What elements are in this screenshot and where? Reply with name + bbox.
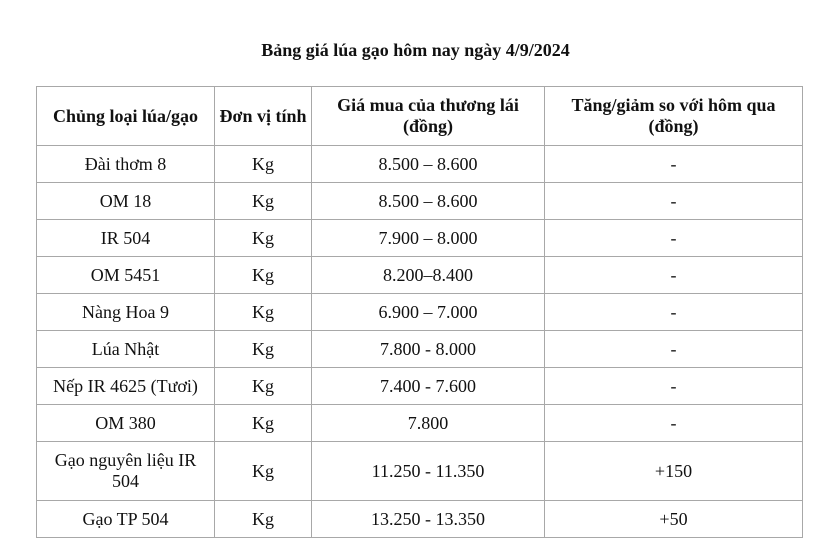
cell-rice-type: Nếp IR 4625 (Tươi): [37, 368, 215, 405]
cell-price: 7.800: [312, 405, 545, 442]
cell-unit: Kg: [215, 331, 312, 368]
cell-unit: Kg: [215, 442, 312, 501]
table-row: [37, 442, 803, 501]
header-unit: Đơn vị tính: [215, 87, 312, 146]
cell-change: +50: [545, 501, 803, 538]
header-buy-price: Giá mua của thương lái (đồng): [312, 87, 545, 146]
cell-price: 13.250 - 13.350: [312, 501, 545, 538]
table-row: [37, 368, 803, 405]
cell-rice-type: Gạo nguyên liệu IR 504: [37, 442, 215, 501]
cell-change: -: [545, 294, 803, 331]
title-text: Bảng giá lúa gạo hôm nay ngày 4/9/2024: [261, 40, 570, 60]
cell-price: 7.800 - 8.000: [312, 331, 545, 368]
cell-change: -: [545, 405, 803, 442]
cell-unit: Kg: [215, 501, 312, 538]
cell-change: -: [545, 257, 803, 294]
cell-rice-type: Đài thơm 8: [37, 146, 215, 183]
cell-change: -: [545, 146, 803, 183]
cell-price: 6.900 – 7.000: [312, 294, 545, 331]
table-title: [0, 38, 831, 62]
cell-price: 8.500 – 8.600: [312, 146, 545, 183]
cell-rice-type: OM 18: [37, 183, 215, 220]
header-rice-type: Chủng loại lúa/gạo: [37, 87, 215, 146]
cell-rice-type: OM 5451: [37, 257, 215, 294]
table-row: [37, 501, 803, 538]
cell-rice-type: OM 380: [37, 405, 215, 442]
cell-price: 8.500 – 8.600: [312, 183, 545, 220]
table-row: [37, 405, 803, 442]
cell-change: +150: [545, 442, 803, 501]
cell-unit: Kg: [215, 220, 312, 257]
cell-rice-type: Nàng Hoa 9: [37, 294, 215, 331]
cell-price: 11.250 - 11.350: [312, 442, 545, 501]
cell-rice-type: IR 504: [37, 220, 215, 257]
cell-price: 7.400 - 7.600: [312, 368, 545, 405]
table-row: [37, 220, 803, 257]
cell-change: -: [545, 368, 803, 405]
header-change: Tăng/giảm so với hôm qua (đồng): [545, 87, 803, 146]
cell-rice-type: Gạo TP 504: [37, 501, 215, 538]
cell-unit: Kg: [215, 146, 312, 183]
table-row: [37, 294, 803, 331]
cell-unit: Kg: [215, 405, 312, 442]
cell-unit: Kg: [215, 257, 312, 294]
cell-change: -: [545, 183, 803, 220]
cell-price: 7.900 – 8.000: [312, 220, 545, 257]
rice-price-table: [36, 86, 803, 538]
cell-unit: Kg: [215, 183, 312, 220]
table-row: [37, 183, 803, 220]
cell-change: -: [545, 331, 803, 368]
table-row: [37, 257, 803, 294]
cell-price: 8.200–8.400: [312, 257, 545, 294]
cell-change: -: [545, 220, 803, 257]
cell-unit: Kg: [215, 368, 312, 405]
cell-rice-type: Lúa Nhật: [37, 331, 215, 368]
table-row: [37, 146, 803, 183]
table-row: [37, 331, 803, 368]
cell-unit: Kg: [215, 294, 312, 331]
header-row: [37, 87, 803, 146]
